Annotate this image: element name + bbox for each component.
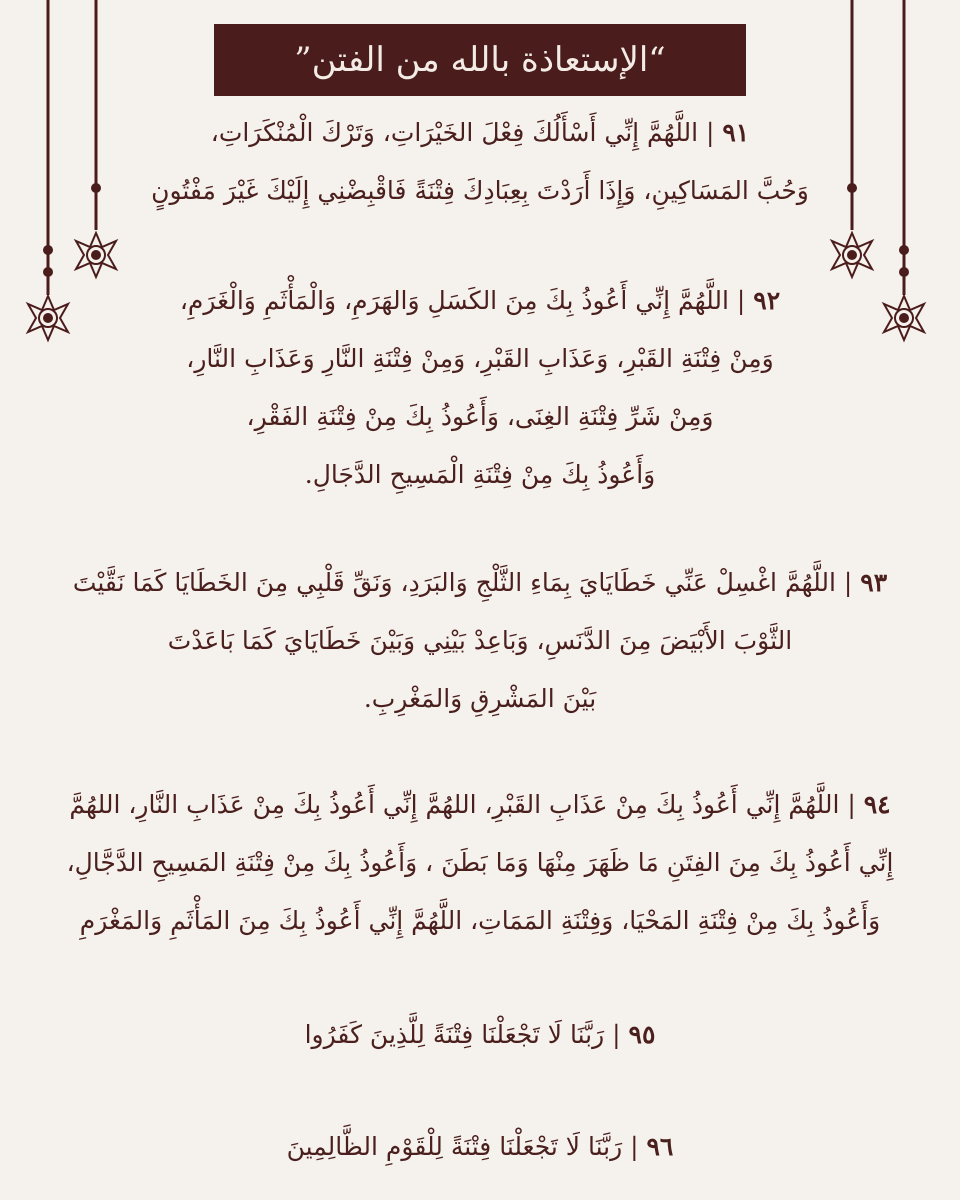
dua-line: ٩٥ | رَبَّنَا لَا تَجْعَلْنَا فِتْنَةً لِلَّذِينَ كَفَرُوا [304, 1020, 656, 1049]
dua-item [104, 272, 856, 504]
dua-line: وَمِنْ فِتْنَةِ القَبْرِ، وَعَذَابِ القَبْرِ، وَمِنْ فِتْنَةِ النَّارِ وَعَذَابِ النَّارِ، [186, 344, 774, 373]
dua-line: وَحُبَّ المَسَاكِينِ، وَإِذَا أَرَدْتَ بِعِبَادِكَ فِتْنَةً فَاقْبِضْنِي إِلَيْكَ غَيْرَ مَفْتُونٍ [151, 176, 809, 205]
dua-line: ٩٤ | اللَّهُمَّ إِنِّي أَعُوذُ بِكَ مِنْ عَذَابِ القَبْرِ، اللهُمَّ إِنِّي أَعُوذُ بِكَ مِنْ عَذَابِ النَّارِ، اللهُمَّ [69, 790, 891, 819]
dua-line: ٩١ | اللَّهُمَّ إِنِّي أَسْأَلُكَ فِعْلَ الخَيْرَاتِ، وَتَرْكَ الْمُنْكَرَاتِ، [210, 118, 750, 147]
dua-number: ٩٤ [863, 790, 891, 819]
hanging-lantern-icon [864, 0, 944, 350]
dua-line: الثَّوْبَ الأَبْيَضَ مِنَ الدَّنَسِ، وَبَاعِدْ بَيْنِي وَبَيْنَ خَطَايَايَ كَمَا بَاعَدْتَ [167, 626, 793, 655]
dua-item [24, 554, 936, 728]
dua-item [24, 776, 936, 950]
dua-item [24, 1006, 936, 1064]
dua-number: ٩٣ [860, 568, 888, 597]
dua-line: وَمِنْ شَرِّ فِتْنَةِ الغِنَى، وَأَعُوذُ بِكَ مِنْ فِتْنَةِ الفَقْرِ، [246, 402, 714, 431]
dua-number: ٩٢ [753, 286, 781, 315]
dua-line: إِنِّي أَعُوذُ بِكَ مِنَ الفِتَنِ مَا ظَهَرَ مِنْهَا وَمَا بَطَنَ ، وَأَعُوذُ بِكَ مِنْ فِتْنَةِ المَسِيحِ الدَّجَّالِ، [66, 848, 894, 877]
dua-item [104, 104, 856, 220]
page-title: “الإستعاذة بالله من الفتن” [294, 40, 666, 80]
dua-line: ٩٦ | رَبَّنَا لَا تَجْعَلْنَا فِتْنَةً لِلْقَوْمِ الظَّالِمِينَ [286, 1132, 674, 1161]
dua-line: ٩٢ | اللَّهُمَّ إِنِّي أَعُوذُ بِكَ مِنَ الكَسَلِ وَالهَرَمِ، وَالْمَأْثَمِ وَالْغَرَمِ، [179, 286, 781, 315]
dua-number: ٩٥ [628, 1020, 656, 1049]
dua-item [24, 1118, 936, 1176]
dua-number: ٩١ [722, 118, 750, 147]
dua-number: ٩٦ [646, 1132, 674, 1161]
dua-line: وَأَعُوذُ بِكَ مِنْ فِتْنَةِ الْمَسِيحِ الدَّجَالِ. [304, 460, 656, 489]
dua-line: وَأَعُوذُ بِكَ مِنْ فِتْنَةِ المَحْيَا، وَفِتْنَةِ المَمَاتِ، اللَّهُمَّ إِنِّي أَعُوذُ بِكَ مِنَ المَأْثَمِ وَالمَغْرَمِ [79, 906, 881, 935]
title-banner [214, 24, 746, 96]
dua-line: بَيْنَ المَشْرِقِ وَالمَغْرِبِ. [363, 684, 597, 713]
dua-line: ٩٣ | اللَّهُمَّ اغْسِلْ عَنِّي خَطَايَايَ بِمَاءِ الثَّلْجِ وَالبَرَدِ، وَنَقِّ قَلْبِي مِنَ الخَطَايَا كَمَا نَقَّيْتَ [72, 568, 888, 597]
